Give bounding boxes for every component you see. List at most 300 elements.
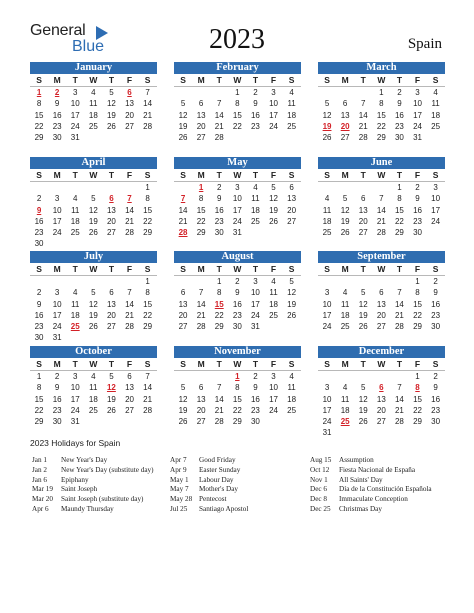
- day-cell: 26: [178, 133, 188, 143]
- day-cell: 4: [342, 383, 348, 393]
- day-cell: 9: [54, 383, 60, 393]
- weekday-label: S: [30, 358, 48, 371]
- day-cell: 31: [232, 228, 242, 238]
- day-cell: 5: [109, 88, 114, 97]
- weekday-label: T: [66, 263, 84, 276]
- day-cell: 2: [253, 372, 258, 381]
- day-cell: 14: [125, 299, 134, 309]
- day-cell: 13: [340, 110, 350, 120]
- weekday-label: T: [66, 74, 84, 87]
- empty-cell: [84, 182, 102, 193]
- day-cell: 12: [340, 205, 350, 215]
- day-cell: 24: [269, 121, 278, 131]
- day-cell: 20: [376, 310, 386, 320]
- day-cell: 22: [143, 310, 153, 320]
- holiday-day-cell: 9: [36, 205, 42, 215]
- day-cell: 31: [250, 322, 260, 332]
- day-cell: 21: [394, 405, 404, 415]
- month-december: [318, 346, 445, 439]
- day-cell: 21: [125, 310, 134, 320]
- holiday-day-cell: 1: [235, 372, 240, 381]
- day-cell: 20: [287, 205, 297, 215]
- holidays-title: 2023 Holidays for Spain: [30, 438, 121, 448]
- day-cell: 27: [106, 322, 116, 332]
- weekday-label: S: [318, 169, 336, 182]
- day-cell: 19: [358, 405, 368, 415]
- holiday-name: Christmas Day: [339, 504, 382, 513]
- day-cell: 11: [89, 383, 98, 393]
- day-cell: 5: [91, 194, 96, 204]
- day-cell: 19: [340, 216, 350, 226]
- holiday-day-cell: 7: [127, 194, 132, 204]
- weekday-label: T: [390, 263, 408, 276]
- weekday-label: M: [336, 358, 354, 371]
- day-cell: 10: [52, 299, 62, 309]
- day-cell: 29: [413, 322, 422, 332]
- weekday-label: F: [264, 263, 282, 276]
- day-cell: 17: [322, 405, 332, 415]
- day-cell: 25: [431, 121, 441, 131]
- day-cell: 11: [287, 383, 296, 393]
- day-cell: 30: [52, 133, 62, 143]
- month-header: April: [30, 157, 157, 169]
- month-days-grid: [174, 358, 301, 427]
- day-cell: 26: [269, 216, 278, 226]
- month-days-grid: [30, 74, 157, 143]
- day-cell: 31: [413, 133, 422, 143]
- day-cell: 15: [232, 394, 242, 404]
- empty-cell: [66, 276, 84, 287]
- day-cell: 29: [34, 133, 44, 143]
- day-cell: 19: [269, 205, 278, 215]
- day-cell: 11: [89, 99, 98, 109]
- day-cell: 25: [70, 228, 80, 238]
- day-cell: 21: [376, 216, 386, 226]
- day-cell: 30: [232, 322, 242, 332]
- day-cell: 30: [431, 417, 441, 427]
- empty-cell: [318, 371, 336, 382]
- day-cell: 24: [232, 216, 242, 226]
- day-cell: 5: [109, 372, 114, 381]
- day-cell: 24: [322, 417, 332, 427]
- day-cell: 24: [431, 216, 441, 226]
- holiday-item: [310, 476, 432, 486]
- empty-cell: [336, 371, 354, 382]
- day-cell: 10: [322, 299, 332, 309]
- day-cell: 22: [232, 405, 242, 415]
- weekday-label: F: [120, 74, 138, 87]
- day-cell: 29: [143, 322, 153, 332]
- day-cell: 9: [433, 383, 438, 393]
- country-label: Spain: [407, 36, 442, 52]
- weekday-label: T: [210, 263, 228, 276]
- day-cell: 26: [88, 228, 98, 238]
- day-cell: 3: [324, 383, 330, 393]
- day-cell: 20: [125, 394, 134, 404]
- empty-cell: [210, 87, 228, 98]
- holiday-item: [32, 505, 154, 515]
- day-cell: 6: [379, 288, 384, 298]
- holiday-name: New Year's Day (substitute day): [61, 465, 154, 474]
- day-cell: 22: [413, 405, 422, 415]
- month-header: March: [318, 62, 445, 74]
- day-cell: 14: [214, 394, 224, 404]
- holiday-item: [170, 495, 248, 505]
- month-days-grid: [318, 169, 445, 238]
- weekday-label: S: [30, 74, 48, 87]
- weekday-label: F: [120, 358, 138, 371]
- day-cell: 2: [253, 88, 258, 97]
- day-cell: 16: [214, 205, 224, 215]
- day-cell: 20: [125, 110, 134, 120]
- holiday-day-cell: 15: [214, 299, 224, 309]
- day-cell: 22: [413, 310, 422, 320]
- month-header: June: [318, 157, 445, 169]
- day-cell: 8: [235, 383, 240, 393]
- day-cell: 17: [70, 394, 80, 404]
- day-cell: 24: [70, 121, 80, 131]
- day-cell: 5: [289, 277, 294, 286]
- weekday-label: T: [354, 263, 372, 276]
- weekday-label: W: [84, 169, 102, 182]
- day-cell: 11: [340, 394, 350, 404]
- day-cell: 21: [143, 394, 153, 404]
- weekday-label: W: [84, 358, 102, 371]
- day-cell: 4: [91, 372, 96, 381]
- day-cell: 23: [431, 310, 441, 320]
- month-november: [174, 346, 301, 427]
- holiday-item: [170, 485, 248, 495]
- day-cell: 14: [178, 205, 188, 215]
- day-cell: 8: [145, 288, 150, 298]
- holiday-date: May 1: [170, 475, 189, 484]
- day-cell: 30: [214, 228, 224, 238]
- month-september: [318, 251, 445, 332]
- holiday-day-cell: 1: [36, 88, 42, 97]
- day-cell: 17: [250, 299, 260, 309]
- day-cell: 9: [54, 99, 60, 109]
- empty-cell: [102, 182, 120, 193]
- day-cell: 9: [433, 288, 438, 298]
- logo-blue-text: Blue: [72, 38, 105, 55]
- holiday-day-cell: 7: [180, 194, 186, 204]
- holiday-date: Jan 1: [32, 456, 47, 464]
- day-cell: 16: [431, 394, 441, 404]
- day-cell: 13: [376, 299, 386, 309]
- day-cell: 2: [397, 88, 402, 97]
- holiday-day-cell: 19: [322, 121, 332, 131]
- day-cell: 27: [376, 322, 386, 332]
- day-cell: 15: [413, 394, 422, 404]
- weekday-label: F: [264, 169, 282, 182]
- day-cell: 17: [232, 205, 242, 215]
- day-cell: 18: [340, 405, 350, 415]
- empty-cell: [192, 87, 210, 98]
- weekday-label: T: [210, 74, 228, 87]
- holiday-name: Saint Joseph (substitute day): [61, 495, 144, 504]
- holiday-item: [310, 495, 432, 505]
- holiday-name: New Year's Day: [61, 456, 108, 464]
- day-cell: 27: [178, 322, 188, 332]
- day-cell: 29: [34, 417, 44, 427]
- day-cell: 22: [394, 216, 404, 226]
- weekday-label: S: [139, 74, 157, 87]
- weekday-label: W: [372, 74, 390, 87]
- day-cell: 5: [342, 194, 348, 204]
- day-cell: 14: [394, 299, 404, 309]
- day-cell: 8: [36, 99, 42, 109]
- day-cell: 28: [376, 228, 386, 238]
- day-cell: 19: [178, 405, 188, 415]
- day-cell: 12: [287, 288, 297, 298]
- day-cell: 15: [143, 205, 153, 215]
- holiday-name: Día de la Constitución Española: [339, 485, 432, 494]
- day-cell: 12: [88, 299, 98, 309]
- holiday-date: Dec 8: [310, 495, 327, 504]
- day-cell: 15: [394, 205, 404, 215]
- calendar-year: 2023: [209, 24, 265, 55]
- day-cell: 2: [36, 288, 42, 298]
- holiday-date: Oct 12: [310, 465, 330, 474]
- day-cell: 21: [214, 405, 224, 415]
- day-cell: 18: [431, 110, 441, 120]
- holiday-date: May 28: [170, 495, 193, 504]
- weekday-label: S: [174, 263, 192, 276]
- day-cell: 1: [235, 88, 240, 97]
- weekday-label: W: [228, 169, 246, 182]
- day-cell: 5: [180, 99, 186, 109]
- day-cell: 6: [198, 99, 204, 109]
- day-cell: 23: [250, 121, 260, 131]
- day-cell: 13: [106, 205, 116, 215]
- weekday-label: S: [139, 358, 157, 371]
- day-cell: 19: [287, 299, 297, 309]
- day-cell: 20: [178, 310, 188, 320]
- day-cell: 25: [287, 121, 297, 131]
- day-cell: 7: [217, 99, 222, 109]
- empty-cell: [354, 276, 372, 287]
- day-cell: 21: [214, 121, 224, 131]
- day-cell: 23: [34, 322, 44, 332]
- holiday-date: Apr 9: [170, 465, 187, 474]
- day-cell: 3: [253, 277, 258, 286]
- month-header: August: [174, 251, 301, 263]
- empty-cell: [336, 182, 354, 193]
- day-cell: 8: [415, 288, 420, 298]
- day-cell: 14: [394, 394, 404, 404]
- day-cell: 13: [106, 299, 116, 309]
- day-cell: 26: [322, 133, 332, 143]
- day-cell: 11: [269, 288, 278, 298]
- day-cell: 12: [88, 205, 98, 215]
- weekday-label: W: [84, 74, 102, 87]
- holiday-item: [310, 485, 432, 495]
- day-cell: 10: [70, 99, 80, 109]
- holiday-name: Easter Sunday: [199, 465, 241, 474]
- day-cell: 23: [34, 228, 44, 238]
- holiday-name: Maundy Thursday: [61, 504, 114, 513]
- holiday-name: Saint Joseph: [61, 485, 98, 494]
- holiday-name: Santiago Apostol: [199, 504, 249, 513]
- holiday-day-cell: 6: [379, 383, 384, 393]
- month-header: December: [318, 346, 445, 358]
- day-cell: 25: [287, 405, 297, 415]
- day-cell: 16: [250, 394, 260, 404]
- weekday-label: F: [120, 263, 138, 276]
- empty-cell: [120, 276, 138, 287]
- day-cell: 3: [271, 88, 276, 97]
- day-cell: 24: [269, 405, 278, 415]
- day-cell: 5: [271, 183, 276, 192]
- day-cell: 27: [125, 405, 134, 415]
- day-cell: 24: [70, 405, 80, 415]
- empty-cell: [174, 276, 192, 287]
- empty-cell: [66, 182, 84, 193]
- day-cell: 25: [88, 121, 98, 131]
- day-cell: 2: [36, 194, 42, 204]
- day-cell: 4: [73, 288, 78, 298]
- month-header: May: [174, 157, 301, 169]
- empty-cell: [390, 371, 408, 382]
- day-cell: 17: [269, 394, 278, 404]
- weekday-label: F: [408, 358, 426, 371]
- day-cell: 8: [36, 383, 42, 393]
- weekday-label: W: [372, 169, 390, 182]
- weekday-label: W: [372, 358, 390, 371]
- day-cell: 4: [73, 194, 78, 204]
- day-cell: 1: [379, 88, 384, 97]
- empty-cell: [318, 182, 336, 193]
- day-cell: 7: [145, 88, 150, 97]
- month-header: January: [30, 62, 157, 74]
- day-cell: 20: [106, 310, 116, 320]
- day-cell: 17: [70, 110, 80, 120]
- day-cell: 15: [196, 205, 206, 215]
- day-cell: 29: [143, 228, 153, 238]
- holiday-date: Dec 6: [310, 485, 327, 494]
- weekday-label: T: [102, 74, 120, 87]
- holidays-column: [310, 456, 432, 515]
- holiday-day-cell: 28: [178, 228, 188, 238]
- holiday-item: [310, 505, 432, 515]
- empty-cell: [174, 182, 192, 193]
- weekday-label: T: [246, 169, 264, 182]
- day-cell: 3: [415, 88, 420, 97]
- day-cell: 10: [70, 383, 80, 393]
- day-cell: 11: [431, 99, 440, 109]
- day-cell: 5: [361, 288, 366, 298]
- empty-cell: [336, 87, 354, 98]
- holiday-item: [170, 456, 248, 466]
- holiday-date: Apr 7: [170, 456, 187, 464]
- day-cell: 15: [34, 394, 44, 404]
- day-cell: 5: [91, 288, 96, 298]
- day-cell: 1: [145, 277, 150, 286]
- empty-cell: [174, 371, 192, 382]
- day-cell: 1: [415, 372, 420, 381]
- day-cell: 19: [106, 110, 116, 120]
- day-cell: 12: [269, 194, 278, 204]
- day-cell: 26: [106, 405, 116, 415]
- month-days-grid: [30, 169, 157, 250]
- month-header: July: [30, 251, 157, 263]
- day-cell: 27: [340, 133, 350, 143]
- day-cell: 18: [340, 310, 350, 320]
- day-cell: 12: [358, 394, 368, 404]
- day-cell: 19: [106, 394, 116, 404]
- day-cell: 29: [376, 133, 386, 143]
- day-cell: 13: [178, 299, 188, 309]
- weekday-label: T: [66, 358, 84, 371]
- day-cell: 8: [198, 194, 204, 204]
- month-april: [30, 157, 157, 250]
- day-cell: 4: [271, 277, 276, 286]
- day-cell: 7: [145, 372, 150, 381]
- holiday-item: [170, 505, 248, 515]
- weekday-label: T: [210, 169, 228, 182]
- day-cell: 16: [431, 299, 441, 309]
- day-cell: 2: [433, 372, 438, 381]
- month-february: [174, 62, 301, 143]
- holiday-name: Epiphany: [61, 475, 89, 484]
- day-cell: 1: [145, 183, 150, 192]
- day-cell: 18: [88, 110, 98, 120]
- day-cell: 6: [361, 194, 366, 204]
- weekday-label: S: [139, 263, 157, 276]
- day-cell: 18: [287, 394, 297, 404]
- weekday-label: T: [390, 74, 408, 87]
- holiday-item: [32, 495, 154, 505]
- day-cell: 13: [125, 99, 134, 109]
- day-cell: 16: [34, 216, 44, 226]
- day-cell: 23: [52, 405, 62, 415]
- weekday-label: M: [48, 74, 66, 87]
- day-cell: 20: [106, 216, 116, 226]
- day-cell: 12: [358, 299, 368, 309]
- day-cell: 18: [287, 110, 297, 120]
- weekday-label: T: [246, 358, 264, 371]
- day-cell: 16: [52, 394, 62, 404]
- holiday-date: Jul 25: [170, 504, 188, 513]
- day-cell: 7: [397, 288, 402, 298]
- holiday-item: [170, 466, 248, 476]
- month-january: [30, 62, 157, 143]
- day-cell: 20: [358, 216, 368, 226]
- day-cell: 28: [125, 228, 134, 238]
- weekday-label: T: [354, 74, 372, 87]
- day-cell: 18: [269, 299, 278, 309]
- day-cell: 20: [196, 121, 206, 131]
- day-cell: 27: [376, 417, 386, 427]
- day-cell: 5: [180, 383, 186, 393]
- weekday-label: M: [192, 263, 210, 276]
- day-cell: 26: [358, 417, 368, 427]
- weekday-label: M: [48, 169, 66, 182]
- empty-cell: [354, 182, 372, 193]
- empty-cell: [372, 371, 390, 382]
- weekday-label: F: [408, 169, 426, 182]
- day-cell: 15: [143, 299, 153, 309]
- weekday-label: T: [102, 358, 120, 371]
- day-cell: 22: [196, 216, 206, 226]
- day-cell: 25: [250, 216, 260, 226]
- day-cell: 18: [88, 394, 98, 404]
- day-cell: 26: [287, 310, 297, 320]
- month-june: [318, 157, 445, 238]
- day-cell: 13: [196, 110, 206, 120]
- holiday-day-cell: 12: [106, 383, 116, 393]
- day-cell: 3: [73, 88, 78, 97]
